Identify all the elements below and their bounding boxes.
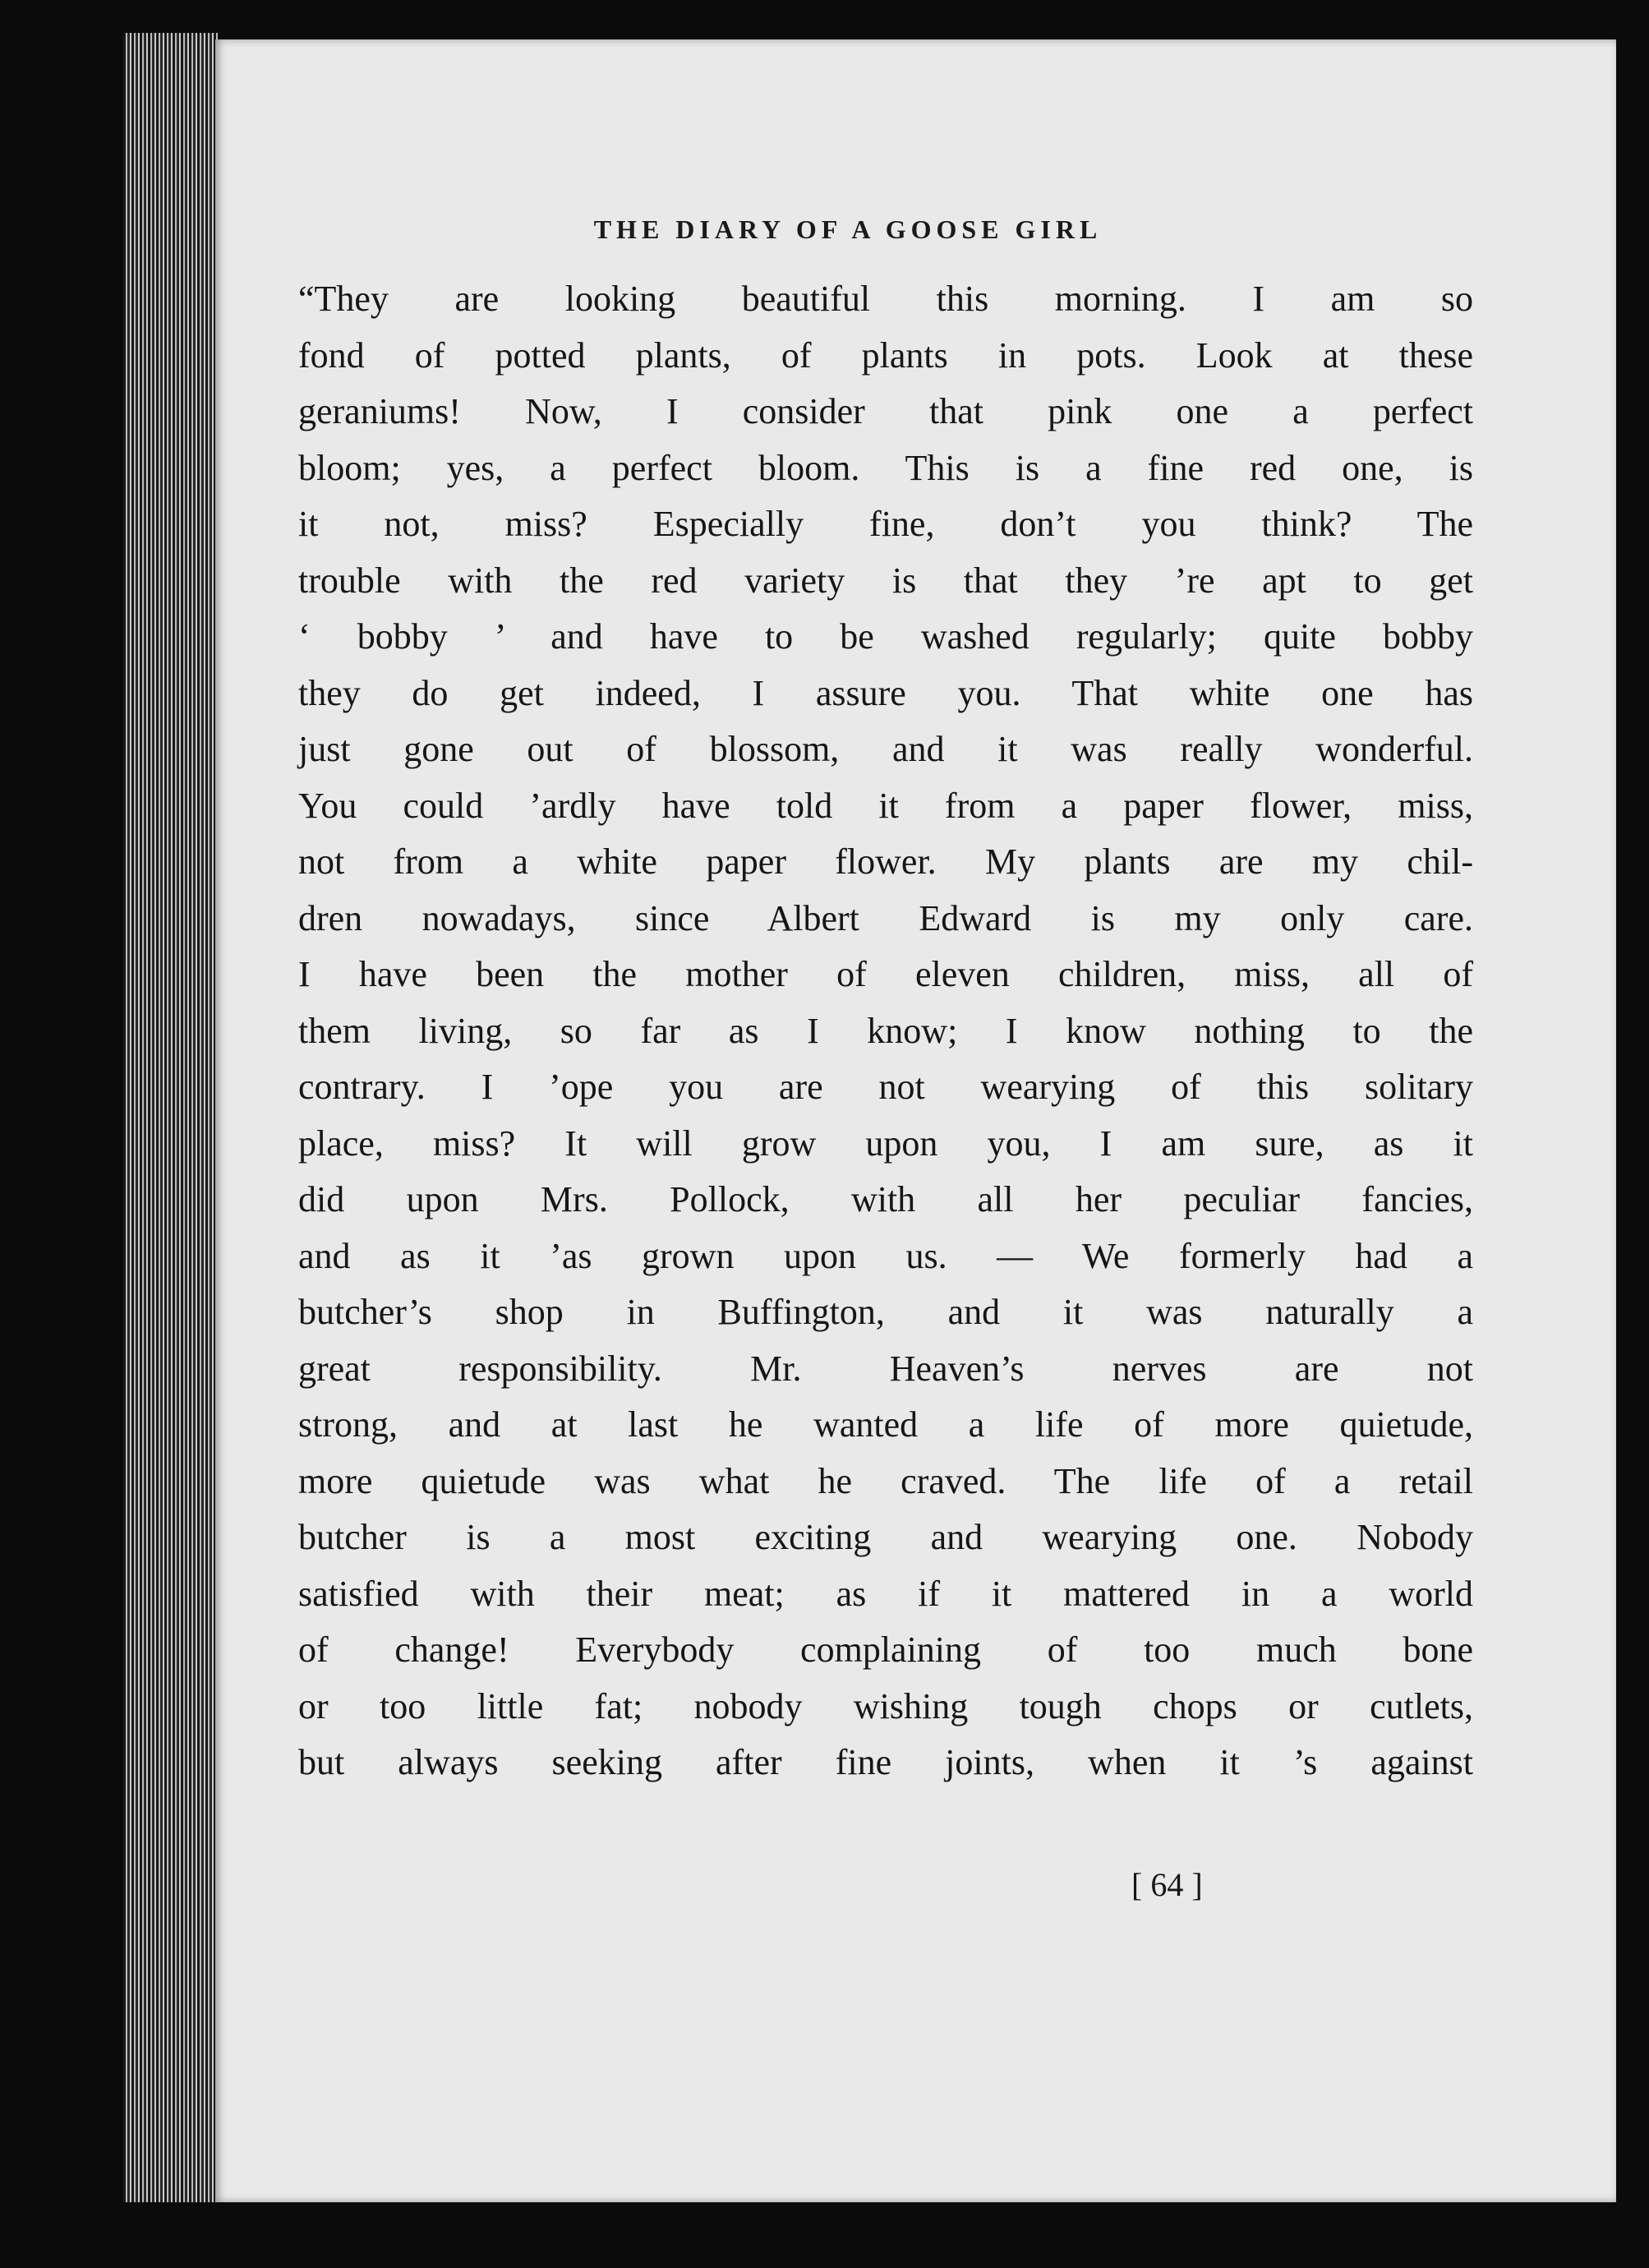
text-line: place, miss? It will grow upon you, I am sure, as it: [298, 1122, 1473, 1164]
text-line: geraniums! Now, I consider that pink one a perfect: [298, 391, 1473, 431]
text-line: they do get indeed, I assure you. That white one has: [298, 672, 1473, 713]
text-line: satisfied with their meat; as if it mattered in a world: [298, 1573, 1473, 1614]
page-number: [ 64 ]: [1131, 1866, 1203, 1903]
text-line: butcher is a most exciting and wearying one. Nobody: [298, 1517, 1473, 1557]
scan-border: [0, 2202, 1649, 2268]
text-line: more quietude was what he craved. The life of a retail: [298, 1460, 1473, 1501]
text-line: dren nowadays, since Albert Edward is my only care.: [298, 897, 1473, 938]
text-line: not from a white paper flower. My plants are my chil-: [298, 841, 1473, 882]
text-line: did upon Mrs. Pollock, with all her peculiar fancies,: [298, 1179, 1473, 1219]
text-line: strong, and at last he wanted a life of more quietude,: [298, 1404, 1473, 1445]
text-line: I have been the mother of eleven children, miss, all of: [298, 954, 1473, 994]
text-line: “They are looking beautiful this morning. I am so: [298, 279, 1473, 319]
text-line: it not, miss? Especially fine, don’t you think? The: [298, 504, 1473, 544]
body-text: [298, 271, 1473, 1791]
text-line: butcher’s shop in Buffington, and it was naturally a: [298, 1292, 1473, 1332]
book-page-edges: [123, 33, 218, 2202]
text-line: or too little fat; nobody wishing tough chops or cutlets,: [298, 1685, 1473, 1726]
running-head: THE DIARY OF A GOOSE GIRL: [593, 214, 1103, 244]
text-line: but always seeking after fine joints, when it ’s against: [298, 1742, 1473, 1782]
text-line: bloom; yes, a perfect bloom. This is a fine red one, is: [298, 447, 1473, 488]
text-line: You could ’ardly have told it from a paper flower, miss,: [298, 785, 1473, 826]
text-line: and as it ’as grown upon us. — We formerly had a: [298, 1235, 1473, 1276]
text-line: contrary. I ’ope you are not wearying of this solitary: [298, 1067, 1473, 1107]
text-line: of change! Everybody complaining of too much bone: [298, 1630, 1473, 1670]
text-line: fond of potted plants, of plants in pots. Look at these: [298, 334, 1473, 376]
text-line: trouble with the red variety is that they ’re apt to get: [298, 560, 1473, 601]
text-line: great responsibility. Mr. Heaven’s nerves are not: [298, 1348, 1473, 1389]
text-line: ‘ bobby ’ and have to be washed regularly; quite bobby: [298, 616, 1473, 657]
text-line: them living, so far as I know; I know nothing to the: [298, 1010, 1473, 1051]
text-line: just gone out of blossom, and it was really wonderful.: [298, 729, 1473, 769]
